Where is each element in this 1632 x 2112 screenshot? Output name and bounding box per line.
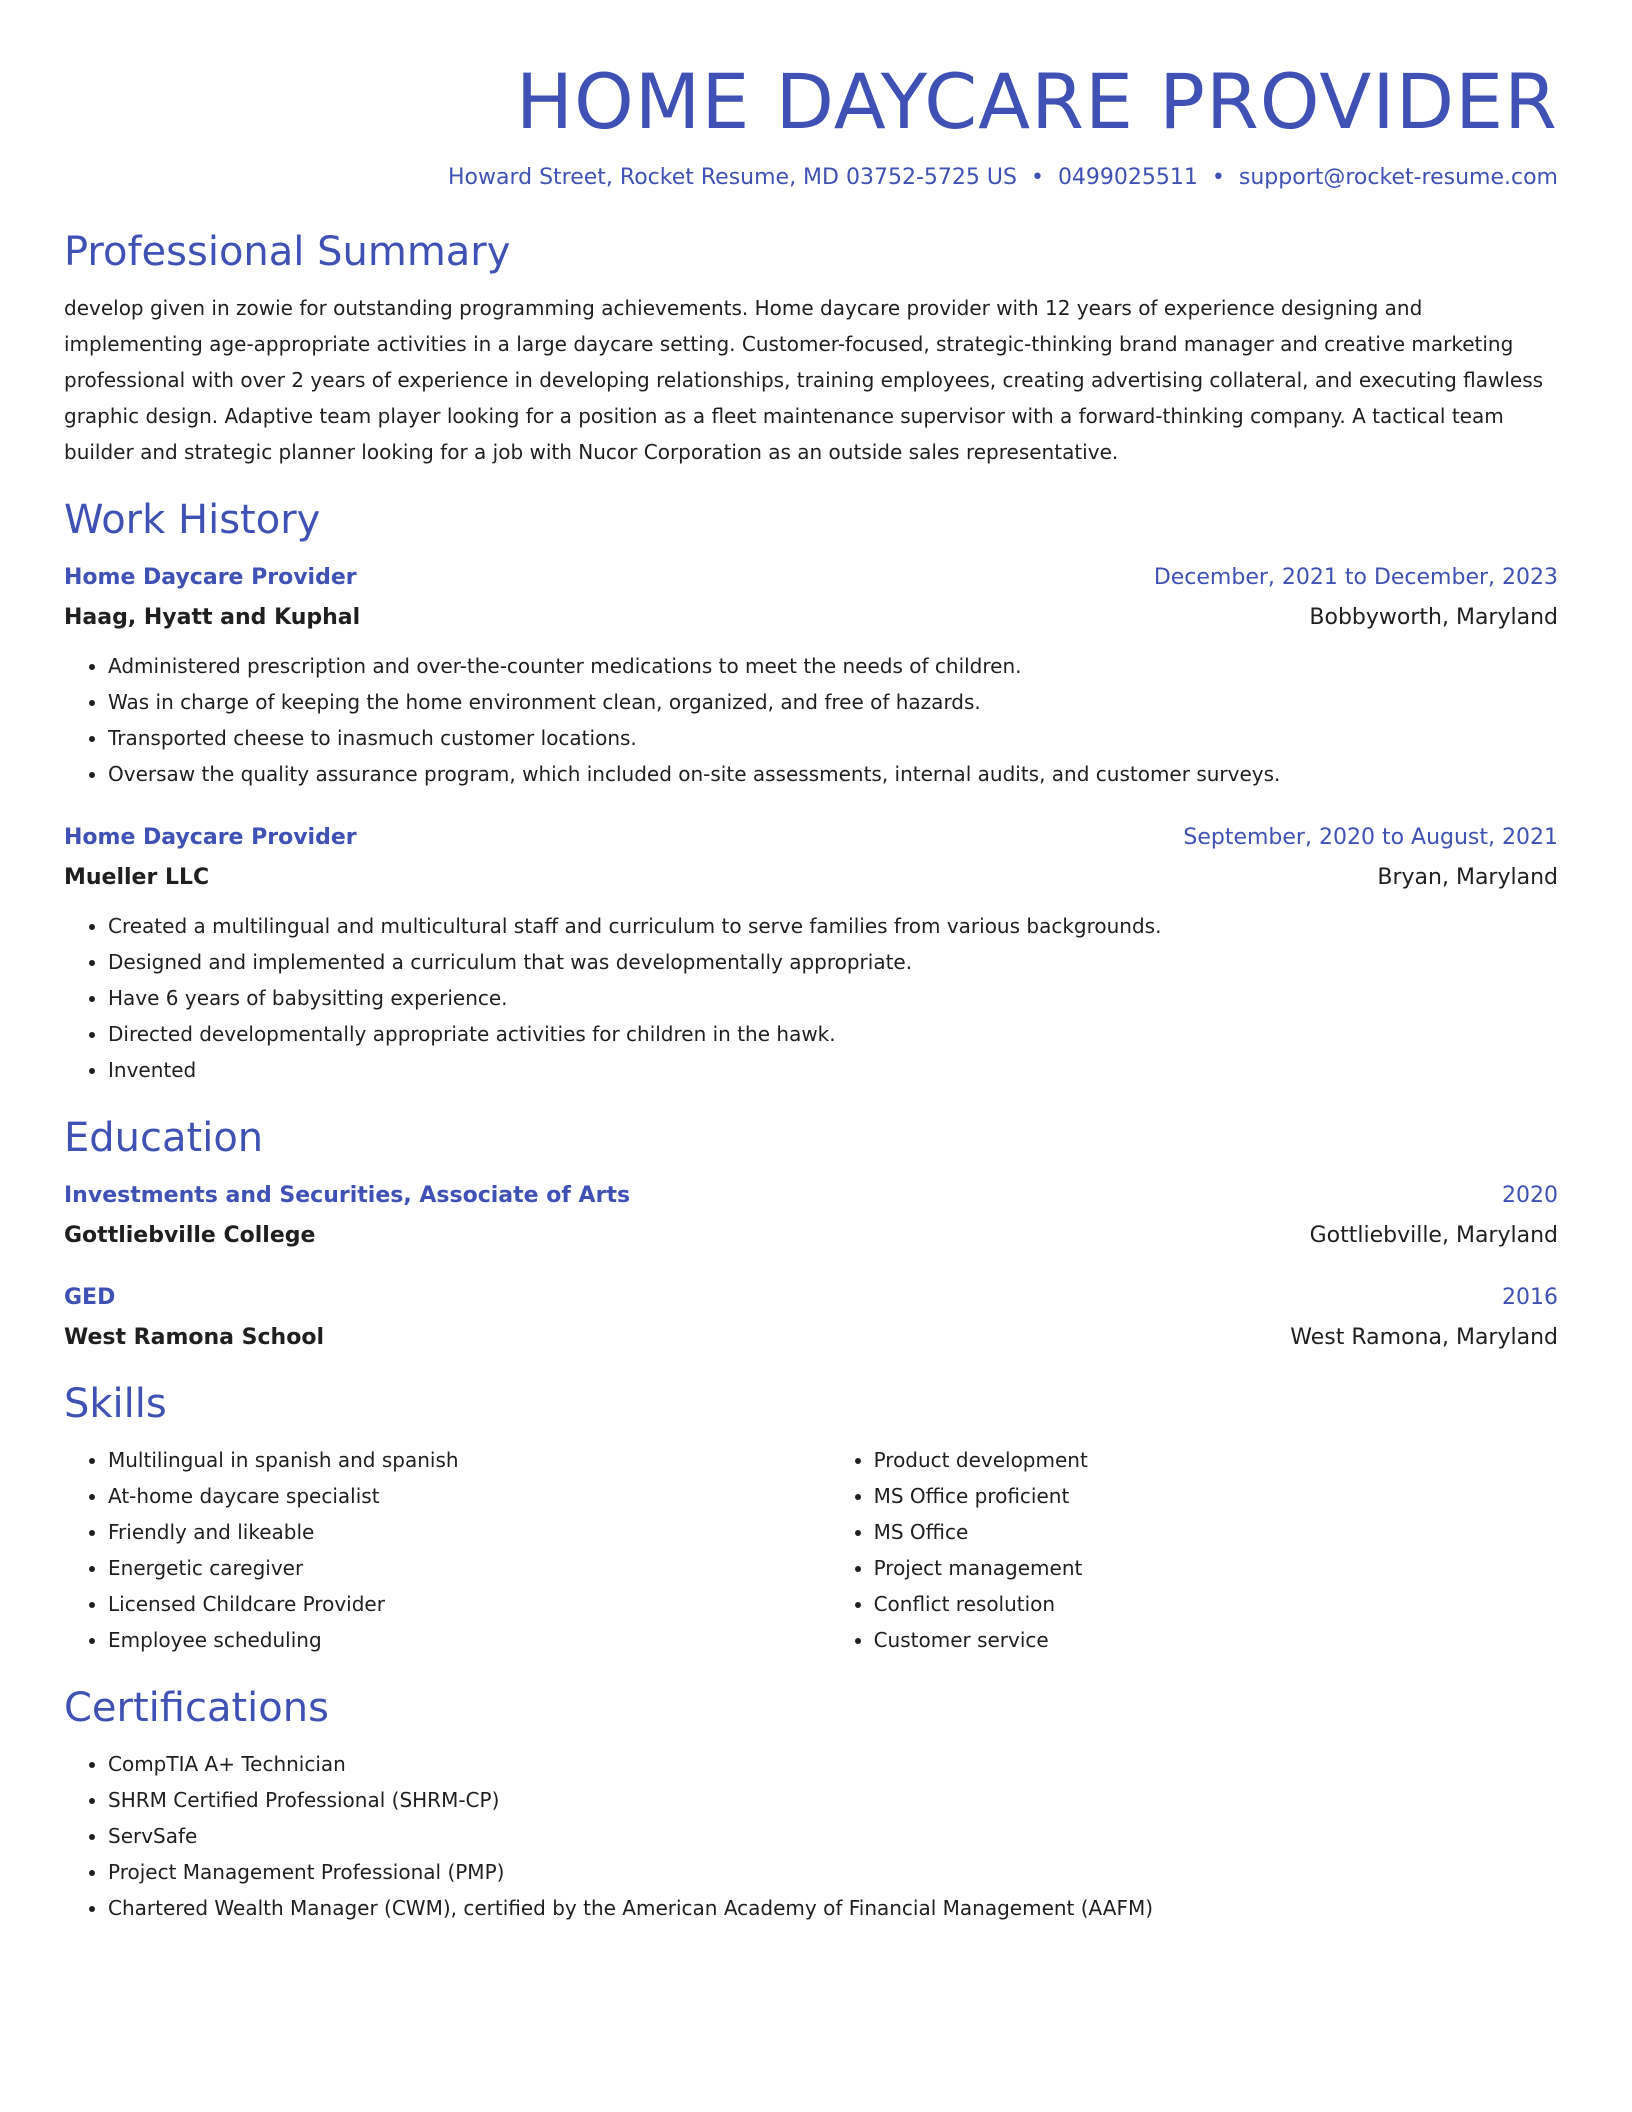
contact-phone: 0499025511: [1057, 165, 1198, 190]
certification-item: • SHRM Certified Professional (SHRM-CP): [108, 1782, 1558, 1818]
job-company: Mueller LLC: [64, 865, 210, 890]
job-location: Bobbyworth, Maryland: [1309, 605, 1558, 630]
job-bullet: • Oversaw the quality assurance program, which included on-site assessments, internal audits, and customer surveys.: [108, 756, 1558, 792]
skill-item: • Friendly and likeable: [108, 1514, 830, 1550]
job-bullet: • Directed developmentally appropriate activities for children in the hawk.: [108, 1016, 1558, 1052]
job-bullets: [64, 648, 1558, 792]
work-history-heading: Work History: [64, 497, 321, 543]
job-bullet: • Have 6 years of babysitting experience.: [108, 980, 1558, 1016]
contact-separator: •: [1211, 165, 1225, 190]
job-bullet: • Was in charge of keeping the home environment clean, organized, and free of hazards.: [108, 684, 1558, 720]
skill-item: • Energetic caregiver: [108, 1550, 830, 1586]
contact-separator: •: [1030, 165, 1044, 190]
job-location: Bryan, Maryland: [1377, 865, 1558, 890]
certification-item: • Project Management Professional (PMP): [108, 1854, 1558, 1890]
job-bullet: • Invented: [108, 1052, 1558, 1088]
contact-email: support@rocket-resume.com: [1238, 165, 1558, 190]
skill-item: • MS Office proficient: [874, 1478, 1558, 1514]
job-dates: September, 2020 to August, 2021: [1183, 825, 1558, 850]
skill-item: • At-home daycare specialist: [108, 1478, 830, 1514]
skills-heading: Skills: [64, 1381, 167, 1427]
skill-item: • MS Office: [874, 1514, 1558, 1550]
job-dates: December, 2021 to December, 2023: [1153, 565, 1558, 590]
graduation-year: 2016: [1502, 1285, 1558, 1310]
skills-list-left: [64, 1442, 830, 1658]
skills-columns: [64, 1442, 1558, 1658]
job-bullets: [64, 908, 1558, 1088]
school-location: West Ramona, Maryland: [1290, 1325, 1558, 1350]
education-entry: [64, 1282, 1558, 1354]
skill-item: • Licensed Childcare Provider: [108, 1586, 830, 1622]
job-bullet: • Created a multilingual and multicultural staff and curriculum to serve families from various backgrounds.: [108, 908, 1558, 944]
skill-item: • Conflict resolution: [874, 1586, 1558, 1622]
education-heading: Education: [64, 1115, 264, 1161]
skills-section: [64, 1380, 1558, 1658]
certifications-heading: Certifications: [64, 1685, 329, 1731]
summary-text: develop given in zowie for outstanding programming achievements. Home daycare provider with 12 years of experience designing and implementing age-appropriate activities in a large daycare setting. Customer-focused, strategic-thinking brand manager and creative marketing professional with over 2 years of experience in developing relationships, training employees, creating advertising collateral, and executing flawless graphic design. Adaptive team player looking for a position as a fleet maintenance supervisor with a forward-thinking company. A tactical team builder and strategic planner looking for a job with Nucor Corporation as an outside sales representative.: [64, 296, 1544, 464]
skill-item: • Project management: [874, 1550, 1558, 1586]
job-title: Home Daycare Provider: [64, 565, 357, 590]
school-location: Gottliebville, Maryland: [1309, 1223, 1558, 1248]
job-company: Haag, Hyatt and Kuphal: [64, 605, 361, 630]
degree-title: Investments and Securities, Associate of Arts: [64, 1183, 631, 1208]
summary-heading: Professional Summary: [64, 229, 511, 275]
resume-page: [64, 52, 1558, 1926]
certification-item: • ServSafe: [108, 1818, 1558, 1854]
degree-title: GED: [64, 1285, 116, 1310]
skill-item: • Multilingual in spanish and spanish: [108, 1442, 830, 1478]
certification-item: • Chartered Wealth Manager (CWM), certified by the American Academy of Financial Management (AAFM): [108, 1890, 1558, 1926]
work-history-section: [64, 496, 1558, 1088]
job-bullet: • Designed and implemented a curriculum that was developmentally appropriate.: [108, 944, 1558, 980]
graduation-year: 2020: [1502, 1183, 1558, 1208]
skill-item: • Product development: [874, 1442, 1558, 1478]
job-entry: [64, 822, 1558, 1088]
certification-item: • CompTIA A+ Technician: [108, 1746, 1558, 1782]
job-title: Home Daycare Provider: [64, 825, 357, 850]
certifications-list: [64, 1746, 1558, 1926]
job-bullet: • Transported cheese to inasmuch customer locations.: [108, 720, 1558, 756]
skill-item: • Employee scheduling: [108, 1622, 830, 1658]
skills-list-right: [830, 1442, 1558, 1658]
education-section: [64, 1114, 1558, 1354]
job-entry: [64, 562, 1558, 792]
school-name: West Ramona School: [64, 1325, 324, 1350]
certifications-section: [64, 1684, 1558, 1926]
education-entry: [64, 1180, 1558, 1252]
school-name: Gottliebville College: [64, 1223, 316, 1248]
contact-address: Howard Street, Rocket Resume, MD 03752-5725 US: [447, 165, 1017, 190]
candidate-name: HOME DAYCARE PROVIDER: [515, 57, 1558, 146]
skill-item: • Customer service: [874, 1622, 1558, 1658]
contact-line: [64, 164, 1558, 192]
job-bullet: • Administered prescription and over-the-counter medications to meet the needs of children.: [108, 648, 1558, 684]
